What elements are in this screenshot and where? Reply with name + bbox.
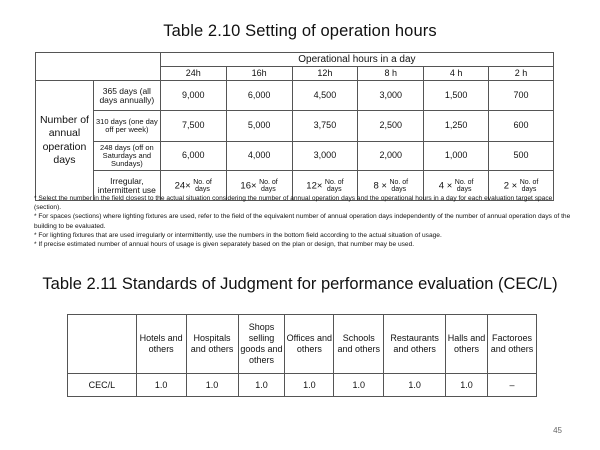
table2-corner-cell <box>68 315 137 374</box>
table-cell: 3,000 <box>292 142 358 171</box>
table1-corner-cell <box>36 53 161 81</box>
table-cell: 1.0 <box>384 374 446 397</box>
table-cell: 1.0 <box>136 374 186 397</box>
column-header: Halls and others <box>446 315 488 374</box>
table-cell: 700 <box>489 81 554 111</box>
operational-hours-header: Operational hours in a day <box>160 53 553 67</box>
table2-title: Table 2.11 Standards of Judgment for performance evaluation (CEC/L) <box>42 275 558 293</box>
multiplier: 12× <box>306 179 323 191</box>
table-cell: 6,000 <box>226 81 292 111</box>
multiplier: 8 × <box>373 179 387 191</box>
column-header: Schools and others <box>334 315 384 374</box>
table-cell: 1.0 <box>186 374 238 397</box>
unit-label: No. of <box>324 178 344 186</box>
unit-label: days <box>326 185 342 193</box>
row-label: 310 days (one day off per week) <box>93 111 160 142</box>
table-row <box>68 374 537 397</box>
note: * If precise estimated number of annual hours of usage is given separately based on the plan or design, that number may be used. <box>34 241 415 249</box>
table-cell: 500 <box>489 142 554 171</box>
unit-label: days <box>521 185 537 193</box>
row-label: Irregular, intermittent use <box>93 171 160 201</box>
table-cell: 1.0 <box>446 374 488 397</box>
table-cell: – <box>487 374 536 397</box>
hour-column-header: 8 h <box>358 67 424 81</box>
performance-standards-table <box>67 314 537 397</box>
table-cell: 5,000 <box>226 111 292 142</box>
table-cell: 1.0 <box>334 374 384 397</box>
multiplier: 24× <box>174 179 191 191</box>
table1-notes <box>34 194 574 249</box>
operation-hours-table <box>35 52 554 201</box>
unit-label: No. of <box>193 178 212 186</box>
unit-label: No. of <box>259 178 278 186</box>
page-number: 45 <box>553 426 562 435</box>
column-header: Factoroes and others <box>487 315 536 374</box>
column-header: Offices and others <box>285 315 334 374</box>
unit-label: days <box>261 185 276 193</box>
row-group-label: Number of annual operation days <box>36 81 94 201</box>
table-cell: 600 <box>489 111 554 142</box>
table-row <box>36 81 554 111</box>
unit-label: days <box>195 185 210 193</box>
row-label: 365 days (all days annually) <box>93 81 160 111</box>
table-cell: 4,000 <box>226 142 292 171</box>
table-row <box>36 142 554 171</box>
table-cell: 6,000 <box>160 142 226 171</box>
hour-column-header: 2 h <box>489 67 554 81</box>
row-label: 248 days (off on Saturdays and Sundays) <box>93 142 160 171</box>
table-cell: 1,250 <box>424 111 489 142</box>
unit-label: No. of <box>389 178 409 186</box>
hour-column-header: 12h <box>292 67 358 81</box>
note: * Select the number in the field closest to the actual situation considering the number of annual operation days and the operational hours in a day for each evaluation target space (section). <box>34 195 553 212</box>
table-cell: 7,500 <box>160 111 226 142</box>
table-cell: 2,500 <box>358 111 424 142</box>
table-cell: 2,000 <box>358 142 424 171</box>
table-cell: 3,750 <box>292 111 358 142</box>
hour-column-header: 16h <box>226 67 292 81</box>
table-row <box>36 111 554 142</box>
unit-label: days <box>456 185 472 193</box>
multiplier: 16× <box>240 179 257 191</box>
table-cell: 1,000 <box>424 142 489 171</box>
table2-header-row <box>68 315 537 374</box>
row-label: CEC/L <box>68 374 137 397</box>
table-cell: 1.0 <box>238 374 285 397</box>
note: * For lighting fixtures that are used irregularly or intermittently, use the numbers in the bottom field according to the actual situation of usage. <box>34 231 442 239</box>
hour-column-header: 4 h <box>424 67 489 81</box>
hour-column-header: 24h <box>160 67 226 81</box>
column-header: Hospitals and others <box>186 315 238 374</box>
note: * For spaces (sections) where lighting fixtures are used, refer to the field of the equivalent number of annual operation days independently of the number of annual operation days of the building to be evaluated. <box>34 213 571 230</box>
unit-label: No. of <box>519 178 539 186</box>
column-header: Hotels and others <box>136 315 186 374</box>
multiplier: 2 × <box>503 179 518 191</box>
table-cell: 1,500 <box>424 81 489 111</box>
table1-title: Table 2.10 Setting of operation hours <box>163 22 437 40</box>
unit-label: No. of <box>454 178 474 186</box>
table-cell: 1.0 <box>285 374 334 397</box>
table-cell: 9,000 <box>160 81 226 111</box>
column-header: Shops selling goods and others <box>238 315 285 374</box>
table-cell: 4,500 <box>292 81 358 111</box>
multiplier: 4 × <box>438 179 453 191</box>
column-header: Restaurants and others <box>384 315 446 374</box>
table-cell: 3,000 <box>358 81 424 111</box>
unit-label: days <box>391 185 407 193</box>
